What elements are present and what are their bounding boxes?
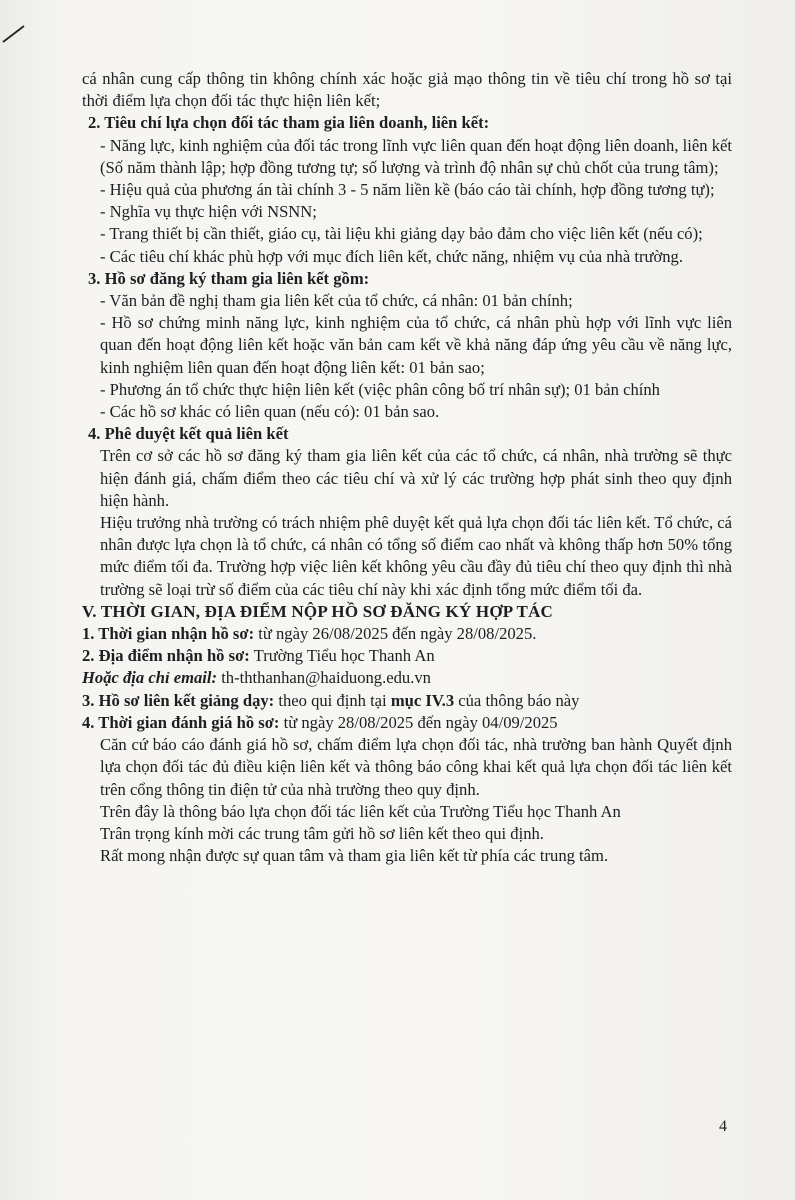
info-email-value: th-ththanhan@haiduong.edu.vn	[217, 668, 431, 688]
info-dossier-label: 3. Hồ sơ liên kết giảng dạy:	[82, 690, 275, 710]
info-evaluation-time	[82, 712, 732, 734]
info-evaluation-time-label: 4. Thời gian đánh giá hồ sơ:	[82, 712, 280, 732]
paragraph-continued: cá nhân cung cấp thông tin không chính xác hoặc giả mạo thông tin về tiêu chí trong hồ sơ tại thời điểm lựa chọn đối tác thực hiện liên kết;	[82, 69, 732, 111]
criteria-item-equipment: - Trang thiết bị cần thiết, giáo cụ, tài liệu khi giảng dạy bảo đảm cho việc liên kết (nếu có);	[100, 224, 703, 244]
info-dossier	[82, 690, 732, 712]
dossier-item-other: - Các hồ sơ khác có liên quan (nếu có): 01 bản sao.	[100, 402, 440, 422]
info-email-label: Hoặc địa chỉ email:	[82, 668, 218, 688]
criteria-item-obligation: - Nghĩa vụ thực hiện với NSNN;	[100, 202, 317, 222]
info-receive-time-value: từ ngày 26/08/2025 đến ngày 28/08/2025.	[254, 624, 537, 644]
closing-paragraph-2: Trên đây là thông báo lựa chọn đối tác liên kết của Trường Tiểu học Thanh An	[100, 801, 621, 821]
approval-paragraph-2: Hiệu trưởng nhà trường có trách nhiệm phê duyệt kết quả lựa chọn đối tác liên kết. Tổ chức, cá nhân được lựa chọn là tổ chức, cá nhân có tổng số điểm cao nhất và không thấp hơn 50% tổng mức điểm tối đa. Trường hợp việc liên kết không yêu cầu đầy đủ tiêu chí theo quy định thì nhà trường sẽ loại trừ số điểm của các tiêu chí này khi xác định tổng mức điểm tối đa.	[100, 513, 732, 599]
pen-mark-icon	[2, 22, 28, 44]
info-location-value: Trường Tiểu học Thanh An	[249, 646, 435, 666]
document-body	[82, 68, 732, 867]
dossier-item-plan: - Phương án tổ chức thực hiện liên kết (việc phân công bố trí nhân sự); 01 bản chính	[100, 379, 660, 399]
dossier-item-capability: - Hồ sơ chứng minh năng lực, kinh nghiệm của tổ chức, cá nhân phù hợp với lĩnh vực liên quan đến hoạt động liên kết hoặc văn bản cam kết về khả năng đáp ứng yêu cầu về năng lực, kinh nghiệm liên quan đến hoạt động liên kết: 01 bản sao;	[100, 313, 732, 377]
info-location	[82, 645, 732, 667]
closing-paragraph-3: Trân trọng kính mời các trung tâm gửi hồ sơ liên kết theo qui định.	[100, 823, 544, 843]
info-receive-time	[82, 623, 732, 645]
info-email	[82, 667, 732, 689]
criteria-item-experience: - Năng lực, kinh nghiệm của đối tác trong lĩnh vực liên quan đến hoạt động liên doanh, liên kết (Số năm thành lập; hợp đồng tương tự; số lượng và trình độ nhân sự chủ chốt của trung tâm);	[100, 135, 732, 177]
info-dossier-tail: của thông báo này	[454, 690, 580, 710]
page-number: 4	[719, 1118, 727, 1135]
info-location-label: 2. Địa điểm nhận hồ sơ:	[82, 646, 250, 666]
closing-paragraph-1: Căn cứ báo cáo đánh giá hồ sơ, chấm điểm lựa chọn đối tác, nhà trường ban hành Quyết định lựa chọn đối tác đủ điều kiện liên kết và thông báo công khai kết quả lựa chọn đối tác liên kết trên cổng thông tin điện tử của nhà trường theo quy định.	[100, 735, 732, 799]
heading-dossier: 3. Hồ sơ đăng ký tham gia liên kết gồm:	[88, 268, 370, 288]
info-evaluation-time-value: từ ngày 28/08/2025 đến ngày 04/09/2025	[279, 712, 558, 732]
closing-paragraph-4: Rất mong nhận được sự quan tâm và tham gia liên kết từ phía các trung tâm.	[100, 846, 609, 866]
info-dossier-ref: mục IV.3	[390, 690, 455, 710]
dossier-item-request: - Văn bản đề nghị tham gia liên kết của tổ chức, cá nhân: 01 bản chính;	[100, 291, 573, 311]
section-v-heading: V. THỜI GIAN, ĐỊA ĐIỂM NỘP HỒ SƠ ĐĂNG KÝ HỢP TÁC	[82, 601, 554, 621]
approval-paragraph-1: Trên cơ sở các hồ sơ đăng ký tham gia liên kết của các tổ chức, cá nhân, nhà trường sẽ thực hiện đánh giá, chấm điểm theo các tiêu chí và xử lý các trường hợp phát sinh theo quy định hiện hành.	[100, 446, 732, 510]
criteria-item-other: - Các tiêu chí khác phù hợp với mục đích liên kết, chức năng, nhiệm vụ của nhà trường.	[100, 246, 683, 266]
heading-criteria: 2. Tiêu chí lựa chọn đối tác tham gia liên doanh, liên kết:	[88, 113, 490, 133]
criteria-item-finance: - Hiệu quả của phương án tài chính 3 - 5 năm liền kề (báo cáo tài chính, hợp đồng tương tự);	[100, 180, 715, 200]
info-receive-time-label: 1. Thời gian nhận hồ sơ:	[82, 624, 255, 644]
heading-approval: 4. Phê duyệt kết quả liên kết	[88, 424, 289, 444]
info-dossier-value: theo qui định tại	[274, 690, 391, 710]
